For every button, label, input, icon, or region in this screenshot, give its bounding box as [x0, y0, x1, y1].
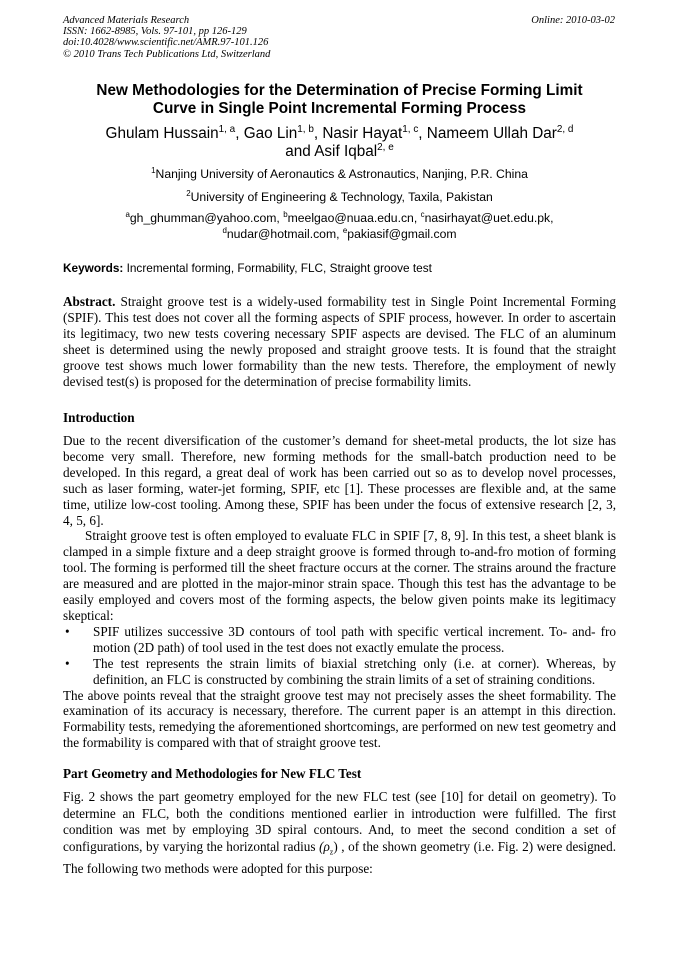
email[interactable]: meelgao@nuaa.edu.cn,	[287, 211, 421, 225]
author: Ghulam Hussain$^{1, a}$,	[105, 123, 244, 142]
author: Nameem Ullah Dar$^{2, d}$	[426, 123, 574, 142]
paragraph: Due to the recent diversification of the customer’s demand for sheet-metal products, the lot size has become very small. Therefore, new forming methods for the small-batch production need to be developed. In this regard, a great deal of work has been carried out so as to develop novel processes, such as laser forming, water-jet forming, SPIF, etc [1]. These processes are flexible and, at the same time, utilize low-cost tooling. Among these, SPIF has been under the focus of extensive research [2, 3, 4, 5, 6].	[63, 433, 616, 528]
part-geometry-body	[63, 789, 616, 878]
email[interactable]: nasirhayat@uet.edu.pk,	[424, 211, 554, 225]
bullet-list	[63, 624, 616, 688]
email[interactable]: pakiasif@gmail.com	[347, 227, 457, 241]
part-geometry-heading: Part Geometry and Methodologies for New FLC Test	[63, 766, 362, 781]
affiliation-1: $^1$Nanjing University of Aeronautics & Astronautics, Nanjing, P.R. China	[151, 165, 528, 181]
paragraph: Straight groove test is often employed to evaluate FLC in SPIF [7, 8, 9]. In this test, a sheet blank is clamped in a simple fixture and a deep straight groove is formed through to-and-fro motion of forming tool. The forming is performed till the sheet fracture occurs at the corner. The strains around the fracture are measured and are plotted in the major-minor strain space. Though this test has the advantage to be easily employed and covers most of the forming aspects, the below given points make its legitimacy skeptical:	[63, 528, 616, 623]
paragraph: Fig. 2 shows the part geometry employed for the new FLC test (see [10] for detail on geometry). To determine an FLC, both the conditions mentioned earlier in introduction were fulfilled. The first condition was met by employing 3D spiral contours. And, to meet the second condition a set of configurations, by varying the horizontal radius $(\rho_z)$ , of the shown geometry (i.e. Fig. 2) were designed. The following two methods were adopted for this purpose:	[63, 789, 617, 877]
affiliation-2: $^2$University of Engineering & Technology, Taxila, Pakistan	[186, 188, 493, 204]
bullet-icon: •	[65, 623, 70, 639]
paper-title	[63, 82, 616, 118]
list-item: • SPIF utilizes successive 3D contours of tool path with specific vertical increment. To- and- fro motion (2D path) of tool used in the test does not exactly emulate the process.	[65, 623, 616, 655]
author: Gao Lin$^{1, b}$,	[243, 123, 323, 142]
keywords: Keywords: Incremental forming, Formability, FLC, Straight groove test	[63, 261, 432, 275]
introduction-body	[63, 433, 616, 751]
email[interactable]: gh_ghumman@yahoo.com,	[129, 211, 284, 225]
doi: doi:10.4028/www.scientific.net/AMR.97-101.126	[63, 37, 269, 49]
journal-name: Advanced Materials Research	[63, 15, 190, 26]
author: and Asif Iqbal$^{2, e}$	[285, 141, 394, 160]
title-line: New Methodologies for the Determination of Precise Forming Limit	[96, 82, 583, 99]
paragraph: The above points reveal that the straight groove test may not precisely asses the sheet formability. The examination of its accuracy is necessary, therefore. The current paper is an attempt in this direction. Formability tests, remedying the aforementioned shortcomings, are performed on new test geometry and the formability is compared with that of straight groove test.	[63, 687, 616, 751]
author: Nasir Hayat$^{1, c}$,	[322, 123, 427, 142]
copyright: © 2010 Trans Tech Publications Ltd, Switzerland	[63, 48, 271, 60]
emails: $^a$gh_ghumman@yahoo.com, $^b$meelgao@nuaa.edu.cn, $^c$nasirhayat@uet.edu.pk, $^d$nudar@hotmail.com, $^e$pakiasif@gmail.com	[125, 209, 554, 241]
abstract: Abstract. Straight groove test is a widely-used formability test in Single Point Incremental Forming (SPIF). This test does not cover all the forming aspects of SPIF process, however. In order to ascertain its legitimacy, two new tests covering necessary SPIF aspects are devised. The FLC of an aluminum sheet is determined using the newly proposed and straight groove tests. It is found that the straight groove test shows much lower formability than the new tests. Therefore, the employment of newly devised test(s) is proposed for the determination of precise formability limits.	[63, 294, 616, 389]
authors	[63, 125, 616, 161]
issn: ISSN: 1662-8985, Vols. 97-101, pp 126-129	[63, 26, 247, 38]
online-date: Online: 2010-03-02	[531, 15, 615, 26]
introduction-heading: Introduction	[63, 410, 135, 425]
title-line: Curve in Single Point Incremental Forming Process	[152, 100, 527, 117]
list-item: • The test represents the strain limits of biaxial stretching only (i.e. at corner). Whereas, by definition, an FLC is constructed by combining the strain limits of a set of straining conditions.	[65, 655, 616, 687]
email[interactable]: nudar@hotmail.com,	[226, 227, 343, 241]
bullet-icon: •	[65, 655, 70, 671]
